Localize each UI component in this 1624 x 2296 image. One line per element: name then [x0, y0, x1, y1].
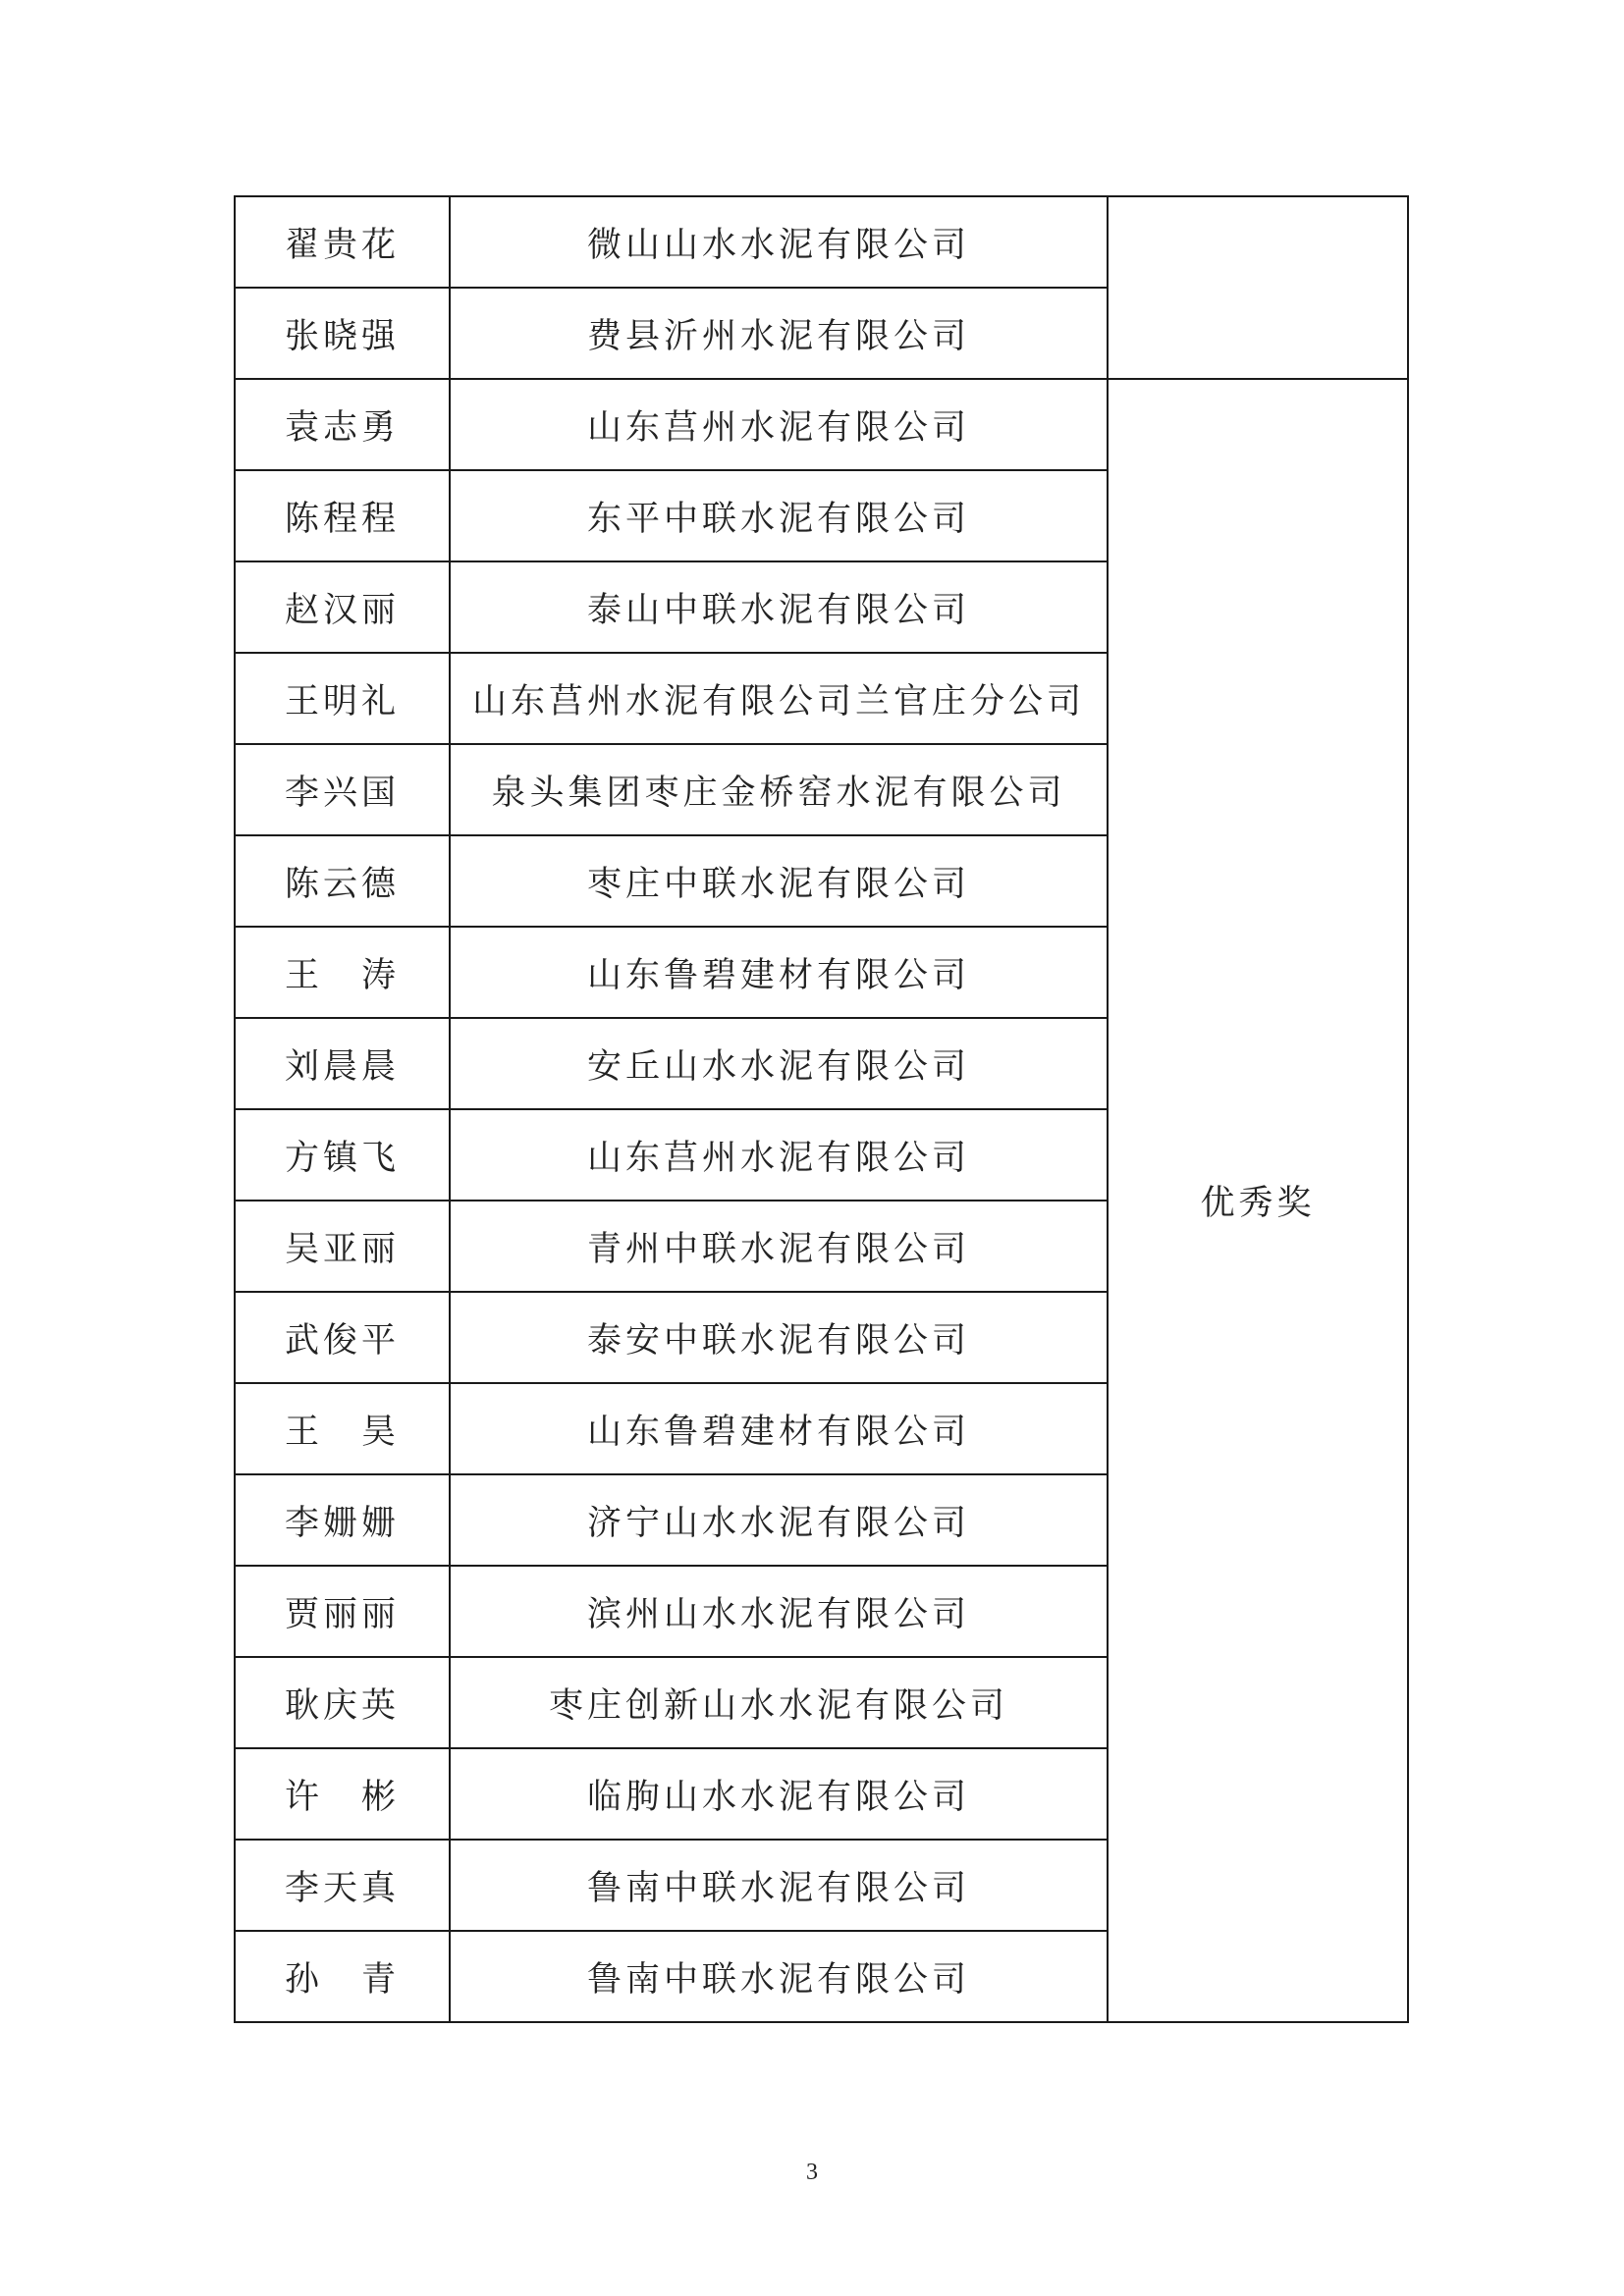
company-cell: 山东莒州水泥有限公司 [450, 1109, 1108, 1201]
company-cell: 枣庄中联水泥有限公司 [450, 835, 1108, 927]
name-cell: 陈程程 [235, 470, 450, 561]
company-cell: 东平中联水泥有限公司 [450, 470, 1108, 561]
company-cell: 枣庄创新山水水泥有限公司 [450, 1657, 1108, 1748]
company-cell: 青州中联水泥有限公司 [450, 1201, 1108, 1292]
company-cell: 费县沂州水泥有限公司 [450, 288, 1108, 379]
name-cell: 袁志勇 [235, 379, 450, 470]
award-cell [1108, 196, 1408, 379]
table-row [235, 196, 1408, 288]
name-cell: 张晓强 [235, 288, 450, 379]
table-row [235, 379, 1408, 470]
name-cell: 方镇飞 [235, 1109, 450, 1201]
name-cell: 武俊平 [235, 1292, 450, 1383]
name-cell: 陈云德 [235, 835, 450, 927]
name-cell: 贾丽丽 [235, 1566, 450, 1657]
company-cell: 山东莒州水泥有限公司 [450, 379, 1108, 470]
name-cell: 吴亚丽 [235, 1201, 450, 1292]
award-table [234, 195, 1409, 2023]
company-cell: 泉头集团枣庄金桥窑水泥有限公司 [450, 744, 1108, 835]
company-cell: 泰山中联水泥有限公司 [450, 561, 1108, 653]
company-cell: 滨州山水水泥有限公司 [450, 1566, 1108, 1657]
name-cell: 孙 青 [235, 1931, 450, 2022]
company-cell: 山东鲁碧建材有限公司 [450, 927, 1108, 1018]
name-cell: 李兴国 [235, 744, 450, 835]
company-cell: 鲁南中联水泥有限公司 [450, 1840, 1108, 1931]
name-cell: 李天真 [235, 1840, 450, 1931]
company-cell: 山东莒州水泥有限公司兰官庄分公司 [450, 653, 1108, 744]
name-cell: 赵汉丽 [235, 561, 450, 653]
company-cell: 鲁南中联水泥有限公司 [450, 1931, 1108, 2022]
company-cell: 山东鲁碧建材有限公司 [450, 1383, 1108, 1474]
company-cell: 安丘山水水泥有限公司 [450, 1018, 1108, 1109]
name-cell: 许 彬 [235, 1748, 450, 1840]
name-cell: 王明礼 [235, 653, 450, 744]
company-cell: 微山山水水泥有限公司 [450, 196, 1108, 288]
name-cell: 王 昊 [235, 1383, 450, 1474]
company-cell: 泰安中联水泥有限公司 [450, 1292, 1108, 1383]
name-cell: 李姗姗 [235, 1474, 450, 1566]
page-number: 3 [806, 2160, 818, 2185]
name-cell: 刘晨晨 [235, 1018, 450, 1109]
award-cell: 优秀奖 [1108, 379, 1408, 2022]
name-cell: 王 涛 [235, 927, 450, 1018]
name-cell: 耿庆英 [235, 1657, 450, 1748]
company-cell: 临朐山水水泥有限公司 [450, 1748, 1108, 1840]
company-cell: 济宁山水水泥有限公司 [450, 1474, 1108, 1566]
name-cell: 翟贵花 [235, 196, 450, 288]
award-table-body [235, 196, 1408, 2022]
